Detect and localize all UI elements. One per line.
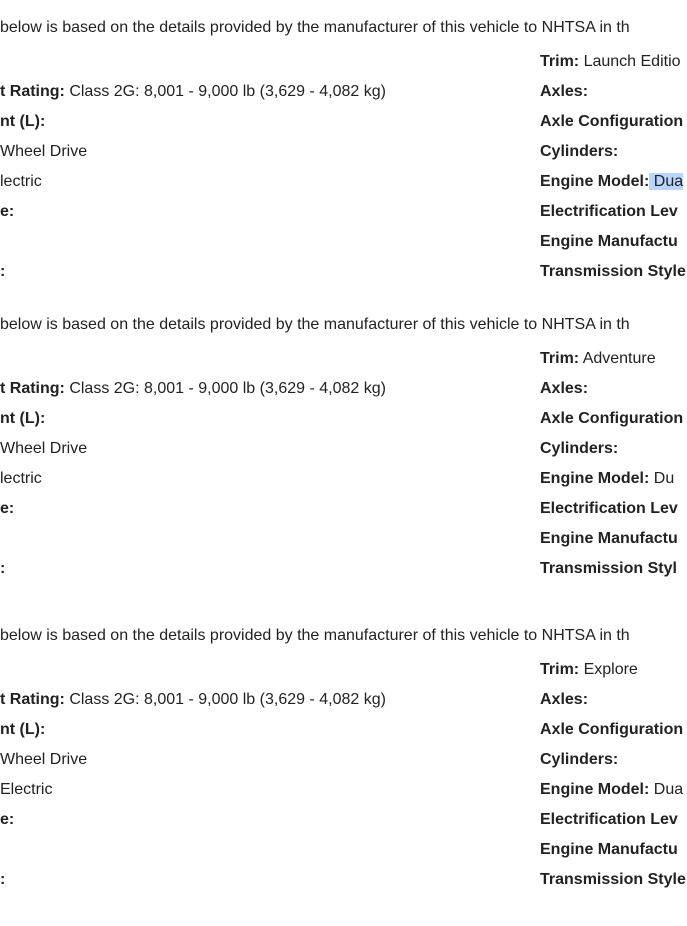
- vehicle-detail-block: [0, 626, 687, 926]
- right-detail-row: [540, 840, 678, 860]
- right-detail-row: [540, 172, 683, 192]
- detail-value: Class 2G: 8,001 - 9,000 lb (3,629 - 4,082 kg): [64, 83, 386, 100]
- detail-value: lectric: [0, 173, 42, 190]
- right-detail-row: [540, 349, 656, 369]
- detail-label: e:: [0, 811, 15, 828]
- detail-label: Engine Model:: [540, 173, 650, 190]
- left-detail-row: [0, 720, 45, 740]
- left-detail-row: [0, 172, 42, 192]
- left-detail-row: [0, 870, 5, 890]
- detail-value: Wheel Drive: [0, 440, 88, 457]
- detail-label: Transmission Styl: [540, 560, 677, 577]
- detail-label: Cylinders:: [540, 143, 619, 160]
- intro-text: below is based on the details provided by the manufacturer of this vehicle to NHTSA in th: [0, 19, 630, 36]
- detail-label: nt (L):: [0, 410, 46, 427]
- detail-label: Axles:: [540, 83, 589, 100]
- right-detail-row: [540, 232, 678, 252]
- left-detail-row: [0, 409, 45, 429]
- vehicle-detail-block: [0, 18, 687, 318]
- right-detail-row: [540, 142, 618, 162]
- detail-value: Adventure: [579, 350, 656, 367]
- detail-value: Class 2G: 8,001 - 9,000 lb (3,629 - 4,082 kg): [64, 380, 386, 397]
- detail-label: Axle Configuration: [540, 113, 684, 130]
- left-detail-row: [0, 202, 14, 222]
- vehicle-detail-block: [0, 315, 687, 615]
- right-detail-row: [540, 529, 678, 549]
- detail-label: Cylinders:: [540, 751, 619, 768]
- highlighted-detail-value: Dua: [649, 173, 684, 190]
- left-detail-row: [0, 379, 386, 399]
- right-detail-row: [540, 379, 588, 399]
- detail-label: Transmission Style: [540, 871, 686, 888]
- detail-label: Axles:: [540, 691, 589, 708]
- left-detail-row: [0, 810, 14, 830]
- detail-label: :: [0, 560, 6, 577]
- right-detail-row: [540, 780, 683, 800]
- detail-label: Trim:: [540, 53, 580, 70]
- left-detail-row: [0, 112, 45, 132]
- right-detail-row: [540, 559, 677, 579]
- right-detail-row: [540, 750, 618, 770]
- detail-label: t Rating:: [0, 380, 65, 397]
- detail-value: Class 2G: 8,001 - 9,000 lb (3,629 - 4,082 kg): [64, 691, 386, 708]
- detail-label: Axles:: [540, 380, 589, 397]
- detail-value: lectric: [0, 470, 42, 487]
- detail-label: Axle Configuration: [540, 410, 684, 427]
- detail-label: e:: [0, 203, 15, 220]
- detail-label: Engine Model:: [540, 470, 650, 487]
- right-detail-row: [540, 469, 674, 489]
- right-detail-row: [540, 439, 618, 459]
- left-detail-row: [0, 499, 14, 519]
- detail-value: Launch Editio: [579, 53, 681, 70]
- detail-label: Engine Manufactu: [540, 841, 678, 858]
- detail-label: nt (L):: [0, 113, 46, 130]
- detail-label: Engine Manufactu: [540, 530, 678, 547]
- detail-label: Engine Model:: [540, 781, 650, 798]
- left-detail-row: [0, 439, 87, 459]
- right-detail-row: [540, 720, 683, 740]
- detail-label: t Rating:: [0, 691, 65, 708]
- detail-label: Cylinders:: [540, 440, 619, 457]
- detail-label: Trim:: [540, 350, 580, 367]
- right-detail-row: [540, 52, 681, 72]
- right-detail-row: [540, 262, 686, 282]
- detail-value: Electric: [0, 781, 53, 798]
- left-detail-row: [0, 262, 5, 282]
- detail-label: Axle Configuration: [540, 721, 684, 738]
- detail-label: :: [0, 871, 6, 888]
- left-detail-row: [0, 82, 386, 102]
- left-detail-row: [0, 469, 42, 489]
- intro-text: below is based on the details provided by the manufacturer of this vehicle to NHTSA in th: [0, 627, 630, 644]
- detail-label: e:: [0, 500, 15, 517]
- detail-value: Explore: [579, 661, 638, 678]
- right-detail-row: [540, 870, 686, 890]
- detail-label: Engine Manufactu: [540, 233, 678, 250]
- detail-value: Wheel Drive: [0, 751, 88, 768]
- detail-label: :: [0, 263, 6, 280]
- right-detail-row: [540, 660, 638, 680]
- detail-label: Trim:: [540, 661, 580, 678]
- detail-label: Electrification Lev: [540, 811, 678, 828]
- right-detail-row: [540, 82, 588, 102]
- detail-label: Transmission Style: [540, 263, 686, 280]
- right-detail-row: [540, 202, 678, 222]
- detail-value: Dua: [649, 781, 684, 798]
- left-detail-row: [0, 690, 386, 710]
- detail-label: Electrification Lev: [540, 203, 678, 220]
- detail-value: Wheel Drive: [0, 143, 88, 160]
- right-detail-row: [540, 690, 588, 710]
- detail-label: t Rating:: [0, 83, 65, 100]
- right-detail-row: [540, 499, 678, 519]
- left-detail-row: [0, 142, 87, 162]
- detail-label: Electrification Lev: [540, 500, 678, 517]
- right-detail-row: [540, 112, 683, 132]
- left-detail-row: [0, 750, 87, 770]
- right-detail-row: [540, 810, 678, 830]
- intro-text: below is based on the details provided by the manufacturer of this vehicle to NHTSA in th: [0, 316, 630, 333]
- detail-value: Du: [649, 470, 675, 487]
- left-detail-row: [0, 780, 52, 800]
- right-detail-row: [540, 409, 683, 429]
- detail-label: nt (L):: [0, 721, 46, 738]
- left-detail-row: [0, 559, 5, 579]
